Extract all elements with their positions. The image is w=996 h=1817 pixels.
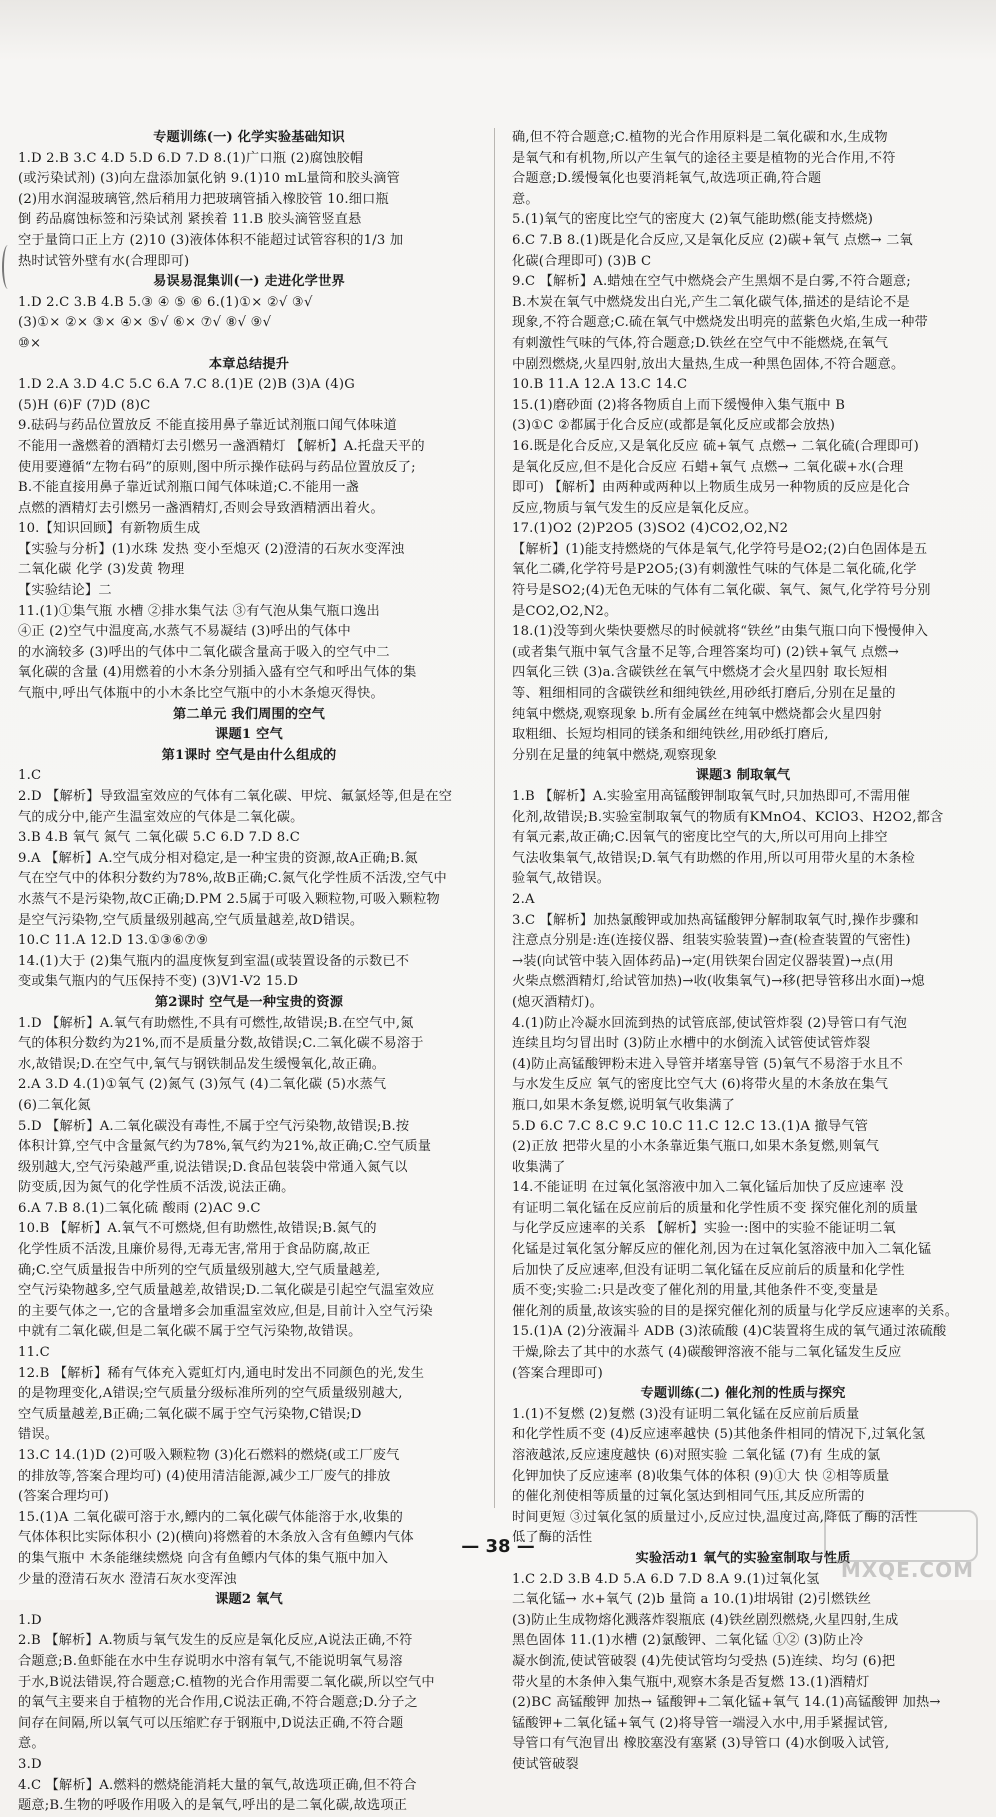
answer-line: →装(向试管中装入固体药品)→定(用铁架台固定仪器装置)→点(用 [512,953,894,969]
answer-line: (答案合理均可) [18,1489,110,1505]
section-heading: 专题训练(一) 化学实验基础知识 [153,130,345,145]
watermark-text: MXQE.COM [840,1558,974,1582]
answer-line: 18.(1)没等到火柴快要燃尽的时候就将“铁丝”由集气瓶口向下慢慢伸入 [512,624,929,640]
answer-line: 水蒸气不是污染物,故C正确;D.PM 2.5属于可吸入颗粒物,可吸入颗粒物 [18,891,440,907]
answer-line: 即可) 【解析】由两种或两种以上物质生成另一种物质的反应是化合 [512,480,910,496]
answer-line: 与化学反应速率的关系 【解析】实验一:图中的实验不能证明二氧 [512,1221,896,1237]
section-heading: 课题3 制取氧气 [695,768,791,784]
answer-line: 5.D 【解析】A.二氧化碳没有毒性,不属于空气污染物,故错误;B.按 [18,1118,410,1134]
section-heading: 实验活动1 氧气的实验室制取与性质 [635,1550,851,1566]
margin-mark [2,245,14,289]
answer-line: 有证明二氧化锰在反应前后的质量和化学性质不变 探究催化剂的质量 [512,1200,919,1216]
answer-line: (3)①× ②× ③× ④× ⑤√ ⑥× ⑦√ ⑧√ ⑨√ [18,315,272,331]
answer-line: (3)①C ②都属于化合反应(或都是氧化反应或都会放热) [512,418,836,434]
answer-line: 符号是SO2;(4)无色无味的气体有二氧化碳、氧气、氮气,化学符号分别 [512,583,931,599]
answer-line: 错误。 [18,1427,59,1443]
answer-line: 水,故错误;D.在空气中,氧气与钢铁制品发生缓慢氧化,故正确。 [18,1056,386,1072]
answer-line: 火柴点燃酒精灯,给试管加热)→收(收集氧气)→移(把导管移出水面)→熄 [512,974,925,990]
answer-line: ④正 (2)空气中温度高,水蒸气不易凝结 (3)呼出的气体中 [18,624,351,640]
answer-line: ⑩× [18,335,42,351]
answer-line: 注意点分别是:连(连接仪器、组装实验装置)→查(检查装置的气密性) [512,933,911,949]
answer-line: 9.C 【解析】A.蜡烛在空气中燃烧会产生黑烟不是白雾,不符合题意; [512,274,911,290]
answer-line: 氧化碳的含量 (4)用燃着的小木条分别插入盛有空气和呼出气体的集 [18,665,417,681]
answer-line: 1.(1)不复燃 (2)复燃 (3)没有证明二氧化锰在反应前后质量 [512,1406,860,1422]
answer-line: 于水,B说法错误,符合题意;C.植物的光合作用需要二氧化碳,所以空气中 [18,1674,435,1690]
answer-line: 9.砝码与药品位置放反 不能直接用鼻子靠近试剂瓶口闻气体味道 [18,418,397,434]
answer-line: 倒 药品腐蚀标签和污染试剂 紧挨着 11.B 胶头滴管竖直悬 [18,212,362,228]
answer-line: 化碳(合理即可) (3)B C [512,253,652,269]
answer-line: 有刺激性气味的气体,符合题意;D.铁丝在空气中不能燃烧,在氧气 [512,335,889,351]
answer-line: 4.C 【解析】A.燃料的燃烧能消耗大量的氧气,故选项正确,但不符合 [18,1777,417,1793]
answer-line: 1.C 2.D 3.B 4.D 5.A 6.D 7.D 8.A 9.(1)过氧化氢 [512,1571,820,1587]
answer-line: 氧化二磷,化学符号是P2O5;(3)有刺激性气味的气体是二氧化硫,化学 [512,562,917,578]
answer-line: 二氧化锰→ 水+氧气 (2)b 量筒 a 10.(1)坩埚钳 (2)引燃铁丝 [512,1592,872,1608]
answer-line: 等、粗细相同的含碳铁丝和细纯铁丝,用砂纸打磨后,分别在足量的 [512,686,896,702]
answer-line: (5)H (6)F (7)D (8)C [18,397,151,413]
answer-line: 间存在间隔,所以氧气可以压缩贮存于钢瓶中,D说法正确,不符合题 [18,1715,404,1731]
answer-line: 热时试管外壁有水(合理即可) [18,253,190,269]
answer-line: 后加快了反应速率,但没有证明二氧化锰在反应前后的质量和化学性 [512,1262,905,1278]
answer-line: 是CO2,O2,N2。 [512,603,618,619]
section-heading: 第1课时 空气是由什么组成的 [161,747,337,763]
answer-line: 1.D 2.C 3.B 4.B 5.③ ④ ⑤ ⑥ 6.(1)①× ②√ ③√ [18,294,313,310]
answer-line: 15.(1)磨砂面 (2)将各物质自上而下缓慢伸入集气瓶中 B [512,397,846,413]
answer-line: 使试管破裂 [512,1756,579,1772]
answer-line: 溶液越浓,反应速度越快 (6)对照实验 二氧化锰 (7)有 生成的氯 [512,1448,881,1463]
answer-line: 空气质量越差,B正确;二氧化碳不属于空气污染物,C错误;D [18,1406,362,1422]
watermark-logo-frame [824,1510,978,1562]
answer-line: 2.A 3.D 4.(1)①氧气 (2)氮气 (3)氖气 (4)二氧化碳 (5)水蒸气 [18,1077,387,1093]
answer-line: 1.D [18,1612,42,1628]
answer-line: 15.(1)A 二氧化碳可溶于水,鳔内的二氧化碳气体能溶于水,收集的 [18,1509,404,1525]
answer-line: 锰酸钾+二氧化锰+氧气 (2)将导管一端浸入水中,用手紧握试管, [512,1715,889,1731]
answer-line: 凝水倒流,使试管破裂 (4)先使试管均匀受热 (5)连续、均匀 (6)把 [512,1653,896,1669]
answer-line: 题意;B.生物的呼吸作用吸入的是氧气,呼出的是二氧化碳,故选项正 [18,1798,408,1814]
answer-line: 气瓶中,呼出气体瓶中的小木条比空气瓶中的小木条熄灭得快。 [18,686,384,702]
answer-line: 确,但不符合题意;C.植物的光合作用原料是二氧化碳和水,生成物 [512,130,888,145]
answer-line: (4)防止高锰酸钾粉末进入导管并堵塞导管 (5)氧气不易溶于水且不 [512,1056,904,1072]
answer-line: 1.C [18,768,42,784]
answer-line: 16.既是化合反应,又是氧化反应 硫+氧气 点燃→ 二氧化硫(合理即可) [512,438,920,454]
answer-line: 3.B 4.B 氧气 氮气 二氧化碳 5.C 6.D 7.D 8.C [18,830,301,846]
answer-line: 5.(1)氧气的密度比空气的密度大 (2)氧气能助燃(能支持燃烧) [512,212,874,228]
answer-line: 中就有二氧化碳,但是二氧化碳不属于空气污染物,故错误。 [18,1324,362,1340]
answer-line: 级别越大,空气污染越严重,说法错误;D.食品包装袋中常通入氮气以 [18,1159,408,1175]
answer-line: 气的体积分数约为21%,而不是质量分数,故错误;C.二氧化碳不易溶于 [18,1036,424,1052]
answer-line: 14.(1)大于 (2)集气瓶内的温度恢复到室温(或装置设备的示数已不 [18,953,410,969]
answer-line: 5.D 6.C 7.C 8.C 9.C 10.C 11.C 12.C 13.(1)A 撤导气管 [512,1118,869,1134]
answer-line: 合题意;B.鱼虾能在水中生存说明水中溶有氧气,不能说明氧气易溶 [18,1653,403,1669]
answer-line: 合题意;D.缓慢氧化也要消耗氧气,故选项正确,符合题 [512,171,822,187]
answer-line: 连续且均匀冒出时 (3)防止水槽中的水倒流入试管使试管炸裂 [512,1036,871,1052]
answer-line: 4.(1)防止冷凝水回流到热的试管底部,使试管炸裂 (2)导管口有气泡 [512,1015,908,1031]
answer-line: 有氧元素,故正确;C.因氧气的密度比空气的大,所以可用向上排空 [512,830,888,846]
answer-line: 2.B 【解析】A.物质与氧气发生的反应是氧化反应,A说法正确,不符 [18,1633,413,1649]
answer-line: 化钾加快了反应速率 (8)收集气体的体积 (9)①大 快 ②相等质量 [512,1468,890,1484]
answer-line: 少量的澄清石灰水 澄清石灰水变浑浊 [18,1571,237,1587]
answer-line: 的集气瓶中 木条能继续燃烧 向含有鱼鳔内气体的集气瓶中加入 [18,1550,389,1566]
answer-line: 导管口有气泡冒出 橡胶塞没有塞紧 (3)导管口 (4)水倒吸入试管, [512,1736,890,1752]
section-heading: 易误易混集训(一) 走进化学世界 [153,274,345,290]
answer-line: 分别在足量的纯氧中燃烧,观察现象 [512,747,718,763]
answer-line: 12.B 【解析】稀有气体充入霓虹灯内,通电时发出不同颜色的光,发生 [18,1365,425,1381]
answer-line: 10.B 【解析】A.氧气不可燃烧,但有助燃性,故错误;B.氮气的 [18,1221,377,1237]
answer-line: 纯氧中燃烧,观察现象 b.所有金属丝在纯氧中燃烧都会火星四射 [512,706,882,722]
left-column [18,128,480,1817]
answer-line: 催化剂的质量,故该实验的目的是探究催化剂的质量与化学反应速率的关系。 [512,1303,959,1319]
answer-line: (6)二氧化氮 [18,1097,91,1113]
answer-line: 气法收集氧气,故错误;D.氧气有助燃的作用,所以可用带火星的木条检 [512,850,915,866]
answer-line: 6.A 7.B 8.(1)二氧化硫 酸雨 (2)AC 9.C [18,1200,261,1216]
answer-line: 【实验结论】二 [18,583,112,599]
section-heading: 课题2 氧气 [215,1592,283,1608]
answer-line: 9.A 【解析】A.空气成分相对稳定,是一种宝贵的资源,故A正确;B.氮 [18,850,418,866]
answer-line: 10.C 11.A 12.D 13.①③⑥⑦⑨ [18,933,209,949]
answer-line: 空于量筒口正上方 (2)10 (3)液体体积不能超过试管容积的1/3 加 [18,232,404,248]
answer-line: 带火星的木条伸入集气瓶中,观察木条是否复燃 13.(1)酒精灯 [512,1674,870,1690]
answer-line: 四氧化三铁 (3)a.含碳铁丝在氧气中燃烧才会火星四射 取长短相 [512,665,888,681]
answer-line: 1.D 【解析】A.氧气有助燃性,不具有可燃性,故错误;B.在空气中,氮 [18,1015,414,1031]
answer-line: 的水滴较多 (3)呼出的气体中二氧化碳含量高于吸入的空气中二 [18,644,390,660]
answer-line: 空气污染物越多,空气质量越差,故错误;D.二氧化碳是引起空气温室效应 [18,1283,435,1299]
answer-line: 17.(1)O2 (2)P2O5 (3)SO2 (4)CO2,O2,N2 [512,521,789,537]
answer-line: 的氧气主要来自于植物的光合作用,C说法正确,不符合题意;D.分子之 [18,1695,418,1711]
answer-line: 【实验与分析】(1)水珠 发热 变小至熄灭 (2)澄清的石灰水变浑浊 [18,541,405,557]
answer-line: 3.C 【解析】加热氯酸钾或加热高锰酸钾分解制取氧气时,操作步骤和 [512,912,919,928]
answer-line: 质不变;实验二:只是改变了催化剂的用量,其他条件不变,变量是 [512,1283,879,1299]
answer-line: 取粗细、长短均相同的镁条和细纯铁丝,用砂纸打磨后, [512,727,829,743]
answer-line: 低了酶的活性 [512,1530,593,1546]
answer-line: 的排放等,答案合理均可) (4)使用清洁能源,减少工厂废气的排放 [18,1468,391,1484]
answer-line: B.不能直接用鼻子靠近试剂瓶口闻气体味道;C.不能用一盏 [18,480,360,496]
answer-line: 的主要气体之一,它的含量增多会加重温室效应,但是,目前计入空气污染 [18,1303,433,1319]
answer-line: 防变质,因为氮气的化学性质不活泼,说法正确。 [18,1180,295,1196]
answer-line: 6.C 7.B 8.(1)既是化合反应,又是氧化反应 (2)碳+氧气 点燃→ 二氧 [512,232,913,248]
answer-line: 体积计算,空气中含量氮气约为78%,氧气约为21%,故正确;C.空气质量 [18,1139,432,1155]
answer-line: 2.D 【解析】导致温室效应的气体有二氧化碳、甲烷、氟氯烃等,但是在空 [18,789,453,804]
answer-line: (2)BC 高锰酸钾 加热→ 锰酸钾+二氧化锰+氧气 14.(1)高锰酸钾 加热→ [512,1695,941,1711]
answer-line: 不能用一盏燃着的酒精灯去引燃另一盏酒精灯 【解析】A.托盘天平的 [18,438,425,454]
answer-line: 二氧化碳 化学 (3)发黄 物理 [18,562,185,578]
answer-line: 13.C 14.(1)D (2)可吸入颗粒物 (3)化石燃料的燃烧(或工厂废气 [18,1448,400,1463]
answer-line: 气的成分中,能产生温室效应的气体是二氧化碳。 [18,809,304,825]
answer-line: 11.C [18,1345,50,1361]
answer-line: 意。 [18,1736,45,1752]
section-heading: 本章总结提升 [208,356,290,372]
answer-line: 【解析】(1)能支持燃烧的气体是氧气,化学符号是O2;(2)白色固体是五 [512,541,928,557]
section-heading: 第二单元 我们周围的空气 [172,706,326,722]
answer-line: 气在空气中的体积分数约为78%,故B正确;C.氮气化学性质不活泼,空气中 [18,871,447,887]
answer-line: (2)正放 把带火星的小木条靠近集气瓶口,如果木条复燃,则氧气 [512,1139,880,1155]
answer-line: 现象,不符合题意;C.硫在氧气中燃烧发出明亮的蓝紫色火焰,生成一种带 [512,315,928,331]
answer-line: 11.(1)①集气瓶 水槽 ②排水集气法 ③有气泡从集气瓶口逸出 [18,603,380,619]
answer-line: 和化学性质不变 (4)反应速率越快 (5)其他条件相同的情况下,过氧化氢 [512,1427,926,1443]
page-number: — 38 — [461,1536,535,1557]
answer-line: 3.D [18,1756,42,1772]
column-divider [494,128,495,1508]
section-heading: 第2课时 空气是一种宝贵的资源 [154,994,344,1010]
answer-line: 是空气污染物,空气质量级别越高,空气质量越差,故D错误。 [18,912,364,928]
answer-line: 1.B 【解析】A.实验室用高锰酸钾制取氧气时,只加热即可,不需用催 [512,789,911,804]
section-heading: 课题1 空气 [215,727,283,743]
answer-line: 2.A [512,891,535,907]
answer-line: 收集满了 [512,1159,566,1175]
answer-line: B.木炭在氧气中燃烧发出白光,产生二氧化碳气体,描述的是结论不是 [512,294,910,310]
answer-line: 1.D 2.B 3.C 4.D 5.D 6.D 7.D 8.(1)广口瓶 (2)腐蚀胶帽 [18,150,364,166]
answer-line: (或者集气瓶中氧气含量不足等,合理答案均可) (2)铁+氧气 点燃→ [512,644,899,660]
answer-line: 黑色固体 11.(1)水槽 (2)氯酸钾、二氧化锰 ①② (3)防止冷 [512,1633,864,1649]
answer-line: 的是物理变化,A错误;空气质量分级标准所列的空气质量级别越大, [18,1386,403,1402]
answer-line: 化锰是过氧化氢分解反应的催化剂,因为在过氧化氢溶液中加入二氧化锰 [512,1242,932,1258]
answer-line: (熄灭酒精灯)。 [512,994,604,1010]
answer-line: 中剧烈燃烧,火星四射,放出大量热,生成一种黑色固体,不符合题意。 [512,356,905,372]
watermark-logo [828,1510,978,1582]
answer-line: 是氧气和有机物,所以产生氧气的途径主要是植物的光合作用,不符 [512,150,896,166]
answer-line: 意。 [512,191,539,207]
answer-line: 验氧气,故错误。 [512,871,611,887]
answer-line: 10.【知识回顾】有新物质生成 [18,521,201,537]
answer-line: 瓶口,如果木条复燃,说明氧气收集满了 [512,1097,735,1113]
answer-line: (或污染试剂) (3)向左盘添加氯化钠 9.(1)10 mL量筒和胶头滴管 [18,171,400,187]
answer-line: (3)防止生成物熔化溅落炸裂瓶底 (4)铁丝剧烈燃烧,火星四射,生成 [512,1612,899,1628]
answer-line: 时间更短 ③过氧化氢的质量过小,反应过快,温度过高,降低了酶的活性 [512,1509,918,1525]
answer-line: 气体体积比实际体积小 (2)(横向)将燃着的木条放入含有鱼鳔内气体 [18,1530,414,1546]
answer-line: 与水发生反应 氧气的密度比空气大 (6)将带火星的木条放在集气 [512,1077,889,1093]
answer-line: 点燃的酒精灯去引燃另一盏酒精灯,否则会导致酒精洒出着火。 [18,500,384,516]
answer-line: 的催化剂使相等质量的过氧化氢达到相同气压,其反应所需的 [512,1489,865,1505]
answer-line: 化剂,故错误;B.实验室制取氧气的物质有KMnO4、KClO3、H2O2,都含 [512,809,944,825]
answer-line: 反应,物质与氧气发生的反应是氧化反应。 [512,500,758,516]
answer-line: 1.D 2.A 3.D 4.C 5.C 6.A 7.C 8.(1)E (2)B (3)A (4)G [18,377,355,393]
answer-line: 14.不能证明 在过氧化氢溶液中加入二氧化锰后加快了反应速率 没 [512,1180,904,1196]
answer-line: 化学性质不活泼,且廉价易得,无毒无害,常用于食品防腐,故正 [18,1242,371,1258]
answer-line: (2)用水润湿玻璃管,然后稍用力把玻璃管插入橡胶管 10.细口瓶 [18,191,389,207]
answer-line: 是氧化反应,但不是化合反应 石蜡+氧气 点燃→ 二氧化碳+水(合理 [512,459,904,475]
answer-line: 确;C.空气质量报告中所列的空气质量级别越大,空气质量越差, [18,1262,381,1278]
answer-line: 使用要遵循“左物右码”的原则,图中所示操作砝码与药品位置放反了; [18,459,416,475]
answer-line: 10.B 11.A 12.A 13.C 14.C [512,377,688,393]
answer-line: 干燥,除去了其中的水蒸气 (4)碳酸钾溶液不能与二氧化锰发生反应 [512,1345,902,1361]
answer-line: 变或集气瓶内的气压保持不变) (3)V1-V2 15.D [18,974,299,990]
section-heading: 专题训练(二) 催化剂的性质与探究 [640,1386,846,1402]
answer-line: (答案合理即可) [512,1365,604,1381]
answer-line: 15.(1)A (2)分液漏斗 ADB (3)浓硫酸 (4)C装置将生成的氧气通过浓硫酸 [512,1324,947,1340]
